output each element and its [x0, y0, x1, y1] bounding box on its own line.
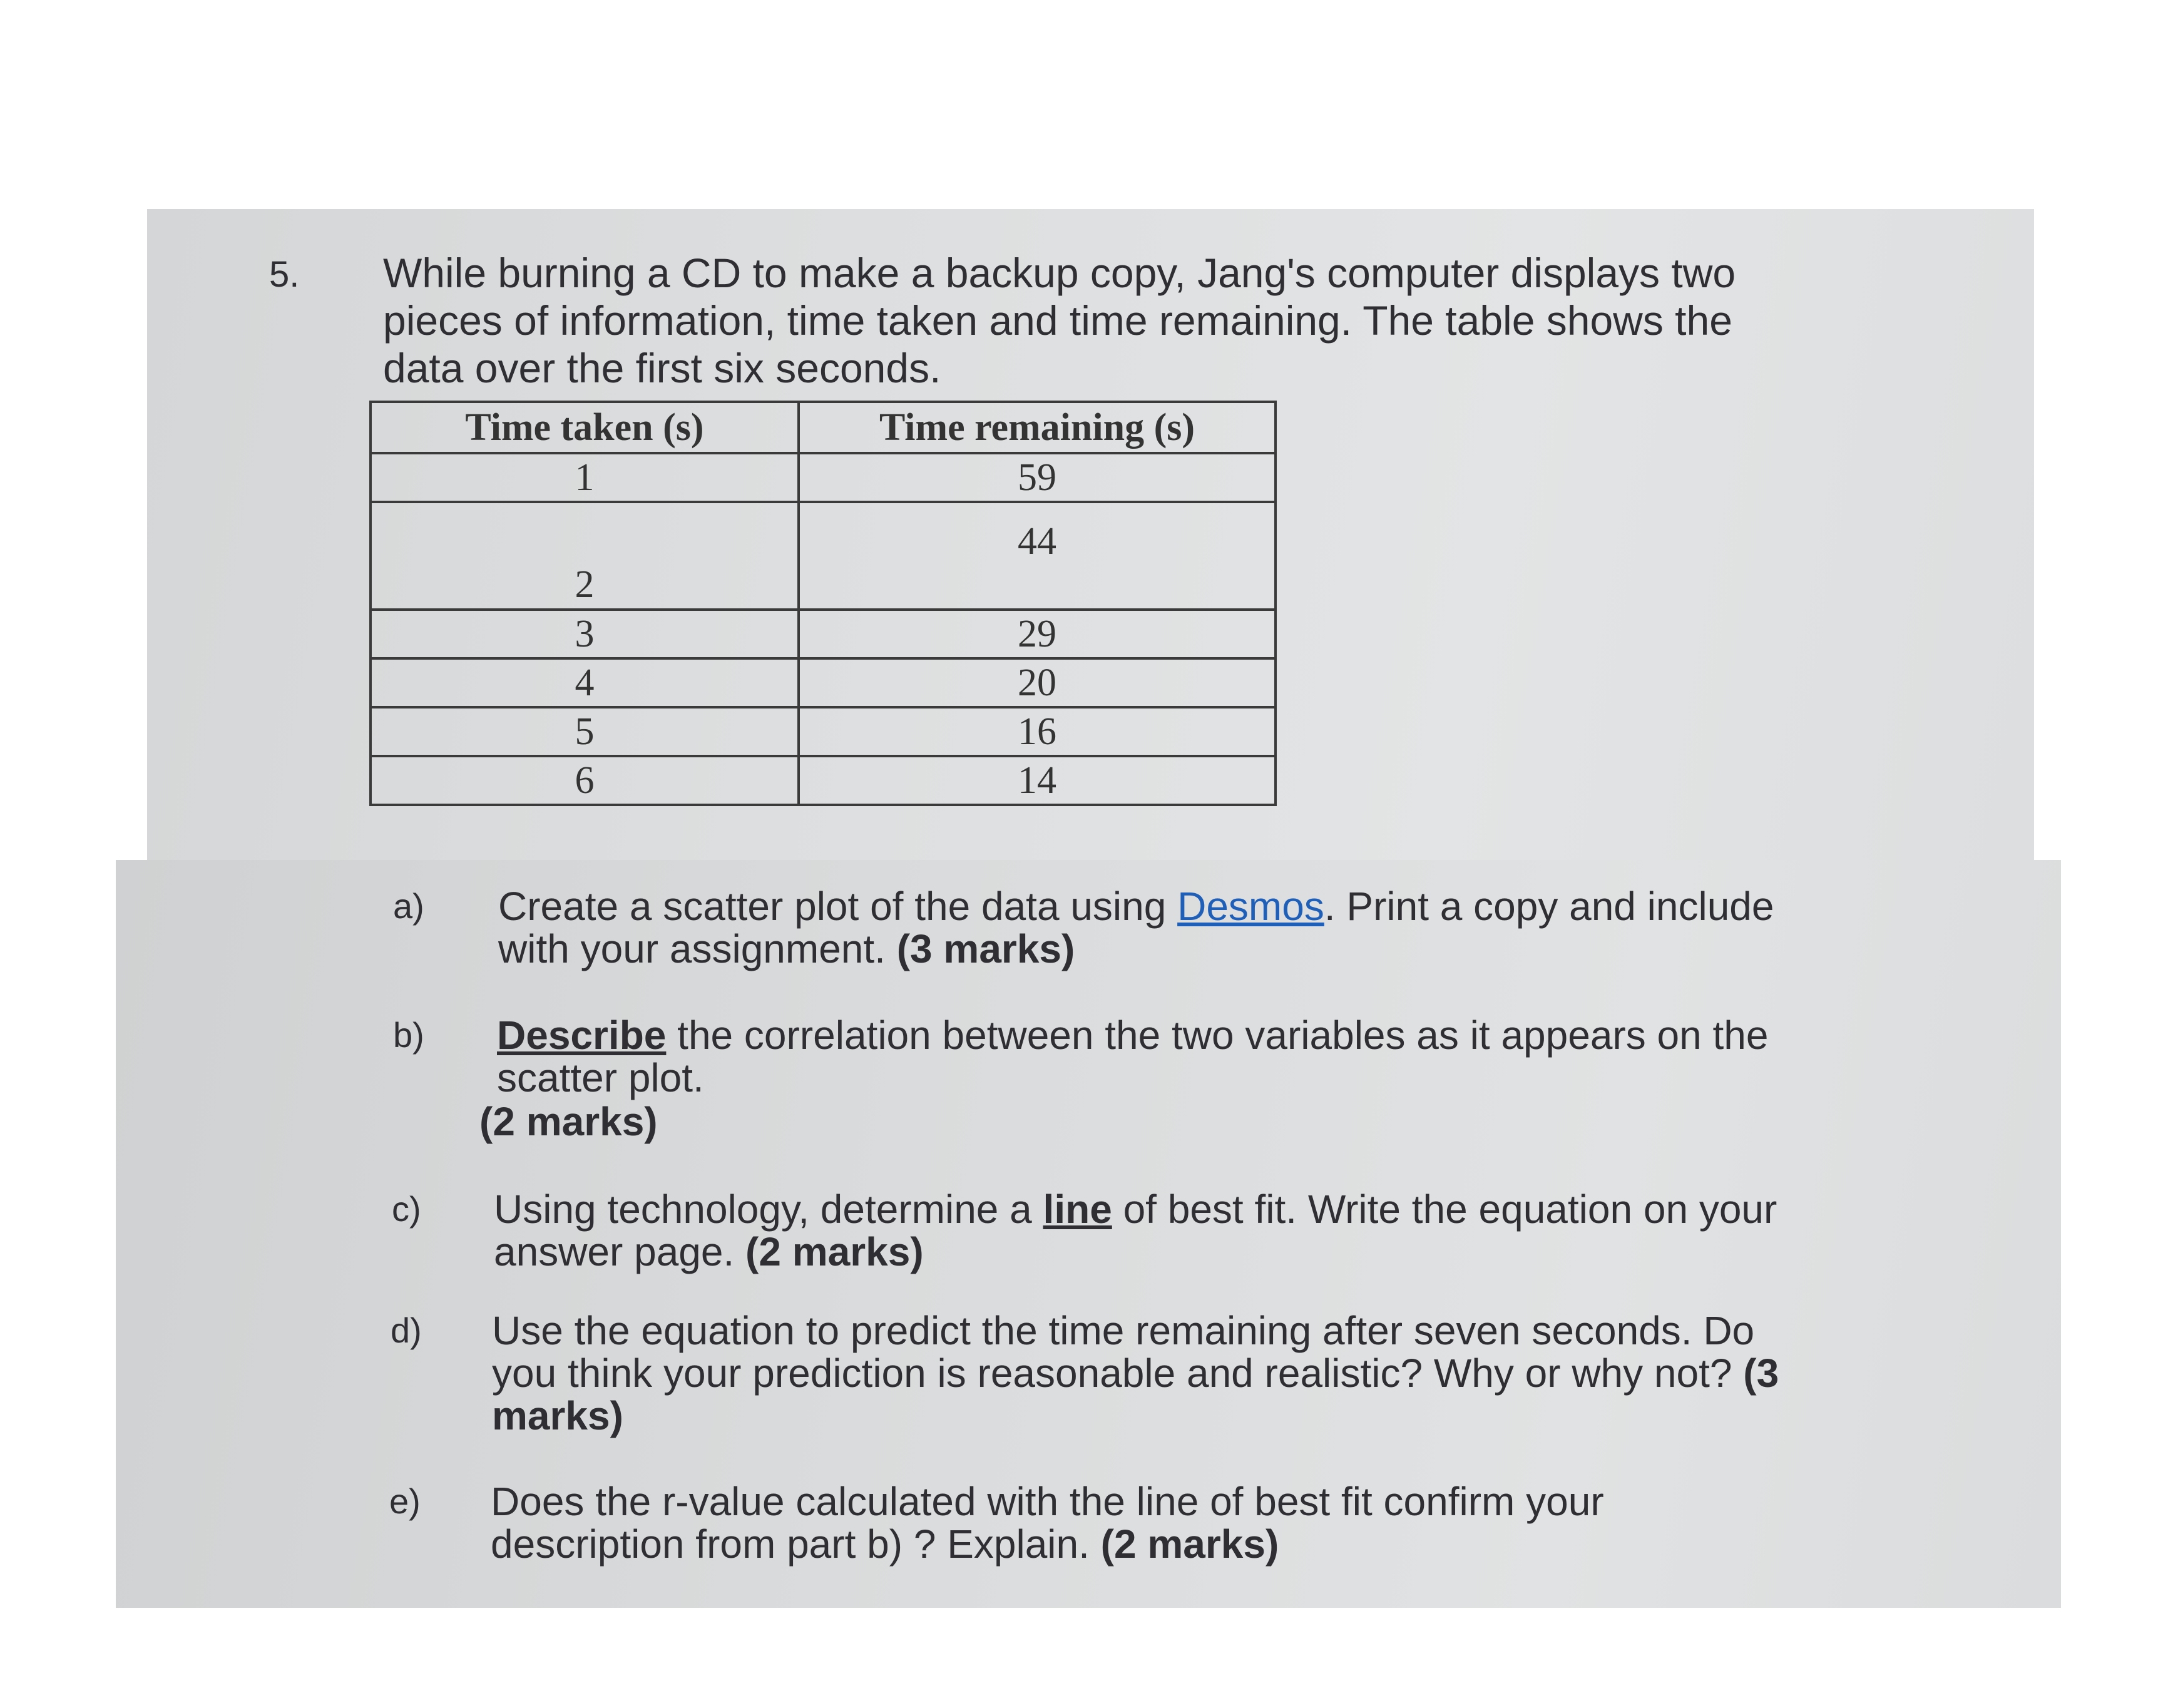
cell-time-taken: 4 [371, 658, 799, 707]
cell-time-taken: 2 [371, 502, 799, 610]
question-number: 5. [269, 254, 300, 295]
part-d-text-body: Use the equation to predict the time remaining after seven seconds. Do you think your prediction is reasonable and realistic? Why or why not? [492, 1308, 1755, 1396]
part-b-label: b) [393, 1015, 424, 1055]
cell-time-remaining: 20 [799, 658, 1276, 707]
part-e-text-body: Does the r-value calculated with the line of best fit confirm your description from part b) ? Explain. [491, 1479, 1604, 1567]
table-header-row [371, 402, 1276, 453]
part-c-text-end: of best fit. Write the equation on your answer page. [494, 1187, 1777, 1274]
part-d-text [492, 1309, 1813, 1437]
header-time-remaining: Time remaining (s) [799, 402, 1276, 453]
part-c-label: c) [392, 1189, 421, 1229]
cell-time-remaining: 16 [799, 707, 1276, 756]
part-c-marks: (2 marks) [745, 1229, 924, 1274]
part-d-marks: (3 marks) [492, 1351, 1779, 1438]
part-a-text-start: Create a scatter plot of the data using [498, 884, 1178, 929]
cell-time-taken: 1 [371, 453, 799, 502]
cell-time-remaining: 29 [799, 610, 1276, 658]
table-row [371, 707, 1276, 756]
cell-time-remaining: 14 [799, 756, 1276, 805]
part-a-text-end: . Print a copy and include with your assignment. [498, 884, 1774, 971]
table-row [371, 610, 1276, 658]
cell-time-taken: 5 [371, 707, 799, 756]
cell-time-remaining: 59 [799, 453, 1276, 502]
table-row [371, 658, 1276, 707]
cell-time-taken: 3 [371, 610, 799, 658]
cell-time-remaining: 44 [799, 502, 1276, 610]
part-e-label: e) [389, 1481, 421, 1521]
part-a-text [498, 885, 1831, 970]
header-time-taken: Time taken (s) [371, 402, 799, 453]
table-row [371, 756, 1276, 805]
part-c-keyword: line [1043, 1187, 1112, 1232]
part-c-text-start: Using technology, determine a [494, 1187, 1043, 1232]
part-b-text-body: the correlation between the two variables as it appears on the scatter plot. [497, 1013, 1769, 1100]
part-e-text [491, 1480, 1630, 1565]
part-b-text [497, 1014, 1786, 1099]
part-e-marks: (2 marks) [1100, 1521, 1279, 1567]
cell-time-taken: 6 [371, 756, 799, 805]
part-c-text [494, 1188, 1814, 1273]
table-row [371, 502, 1276, 610]
part-b-marks: (2 marks) [479, 1099, 658, 1144]
part-a-label: a) [393, 886, 424, 926]
desmos-link[interactable]: Desmos [1177, 884, 1324, 929]
table-row [371, 453, 1276, 502]
question-intro: While burning a CD to make a backup copy, Jang's computer displays two pieces of information, time taken and time remaining. The table shows the data over the first six seconds. [383, 250, 1736, 391]
part-b-keyword: Describe [497, 1013, 667, 1058]
data-table [369, 401, 1277, 806]
part-a-marks: (3 marks) [896, 926, 1075, 971]
part-d-label: d) [391, 1311, 422, 1350]
